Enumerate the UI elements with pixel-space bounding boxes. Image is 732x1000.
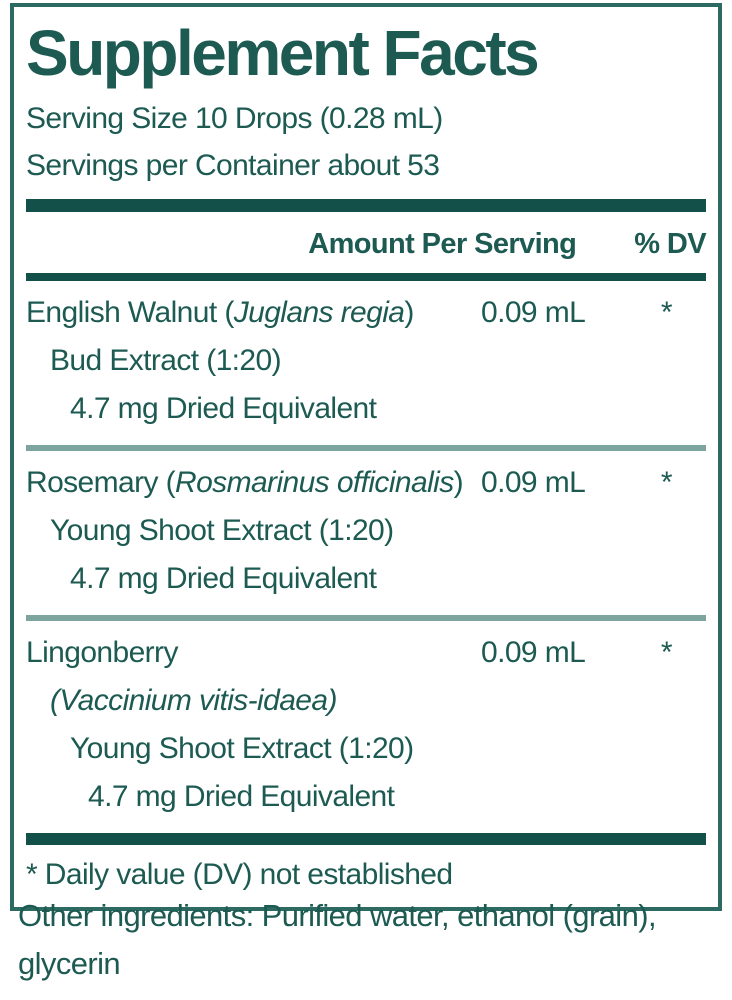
ingredient-name-text: English Walnut ( xyxy=(26,296,234,329)
servings-per-container-line: Servings per Container about 53 xyxy=(26,149,440,182)
ingredient-subline xyxy=(26,555,706,603)
subline-text: 4.7 mg Dried Equivalent xyxy=(88,780,395,813)
ingredient-subline xyxy=(26,677,706,725)
panel-title: Supplement Facts xyxy=(26,17,538,89)
subline-text: 4.7 mg Dried Equivalent xyxy=(70,562,377,595)
dv-footnote: * Daily value (DV) not established xyxy=(26,858,453,891)
subline-text: 4.7 mg Dried Equivalent xyxy=(70,392,377,425)
ingredient-name-text: Rosemary ( xyxy=(26,466,176,499)
ingredient-name-line xyxy=(26,289,706,337)
ingredient-name-text: Lingonberry xyxy=(26,636,178,669)
ingredient-name-line xyxy=(26,459,706,507)
ingredient-name-line xyxy=(26,629,706,677)
ingredient-subline xyxy=(26,507,706,555)
ingredient-subline xyxy=(26,773,706,821)
ingredient-subline xyxy=(26,725,706,773)
ingredient-row-lingonberry xyxy=(26,621,706,833)
dv-value: * xyxy=(660,466,672,499)
dv-value: * xyxy=(660,636,672,669)
amount-value: 0.09 mL xyxy=(481,466,586,499)
ingredient-name-close: ) xyxy=(404,296,414,329)
latin-name-italic: Rosmarinus officinalis xyxy=(175,466,454,499)
ingredient-row-rosemary xyxy=(26,451,706,615)
latin-name-italic: Juglans regia xyxy=(233,296,405,329)
percent-dv-header: % DV xyxy=(634,228,706,260)
dv-value: * xyxy=(660,296,672,329)
amount-value: 0.09 mL xyxy=(481,636,586,669)
ingredient-subline xyxy=(26,337,706,385)
ingredient-subline xyxy=(26,385,706,433)
other-ingredients-text: Other ingredients: Purified water, ethanol (grain), glycerin xyxy=(18,898,656,981)
subline-text: Young Shoot Extract (1:20) xyxy=(50,514,394,547)
latin-name-italic: (Vaccinium vitis-idaea) xyxy=(50,684,337,717)
divider-thick-top xyxy=(26,199,706,212)
amount-value: 0.09 mL xyxy=(481,296,586,329)
column-header-row xyxy=(26,212,706,273)
subline-text: Bud Extract (1:20) xyxy=(50,344,281,377)
supplement-facts-panel xyxy=(10,3,722,911)
amount-per-serving-header: Amount Per Serving xyxy=(308,228,577,260)
divider-under-header xyxy=(26,273,706,281)
ingredient-row-english-walnut xyxy=(26,281,706,445)
serving-size-line: Serving Size 10 Drops (0.28 mL) xyxy=(26,102,443,135)
divider-thick-bottom xyxy=(26,833,706,845)
subline-text: Young Shoot Extract (1:20) xyxy=(70,732,414,765)
ingredient-name-close: ) xyxy=(453,466,463,499)
